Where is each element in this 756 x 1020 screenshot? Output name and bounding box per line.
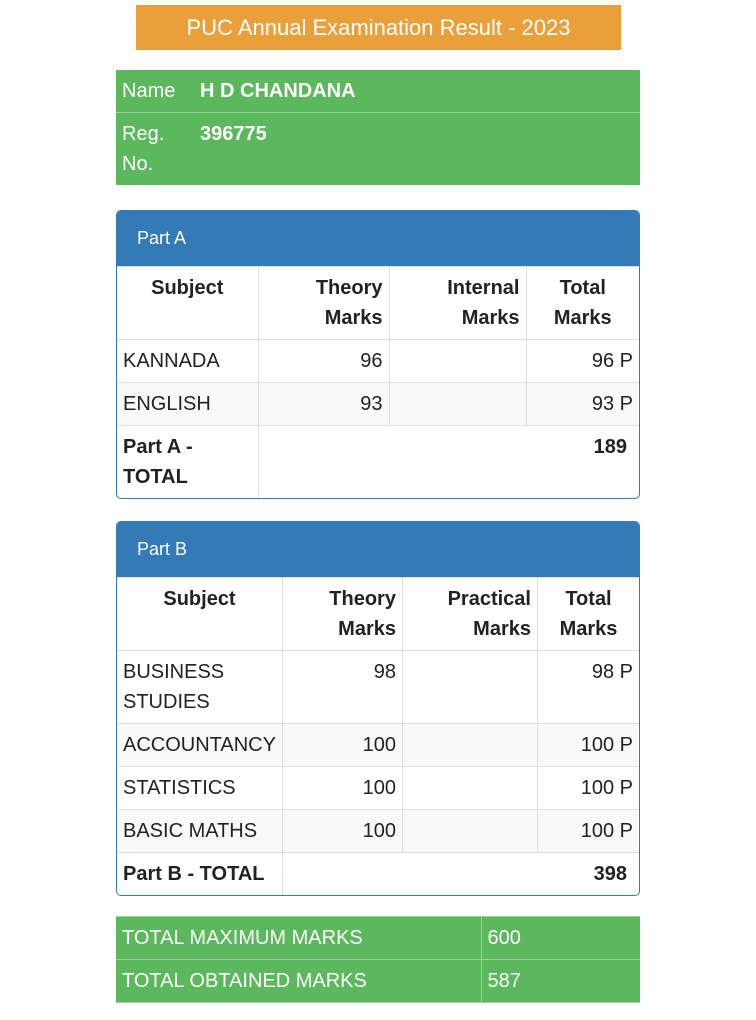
total-cell: 100 P <box>537 767 639 810</box>
total-cell: 100 P <box>537 724 639 767</box>
table-row <box>117 810 639 853</box>
part-a-header-row <box>117 267 639 340</box>
theory-cell: 100 <box>282 767 402 810</box>
part-b-table <box>117 577 639 895</box>
part-b-col-theory: Theory Marks <box>282 578 402 651</box>
theory-cell: 100 <box>282 810 402 853</box>
part-b-col-practical: Practical Marks <box>402 578 537 651</box>
total-max-label: TOTAL MAXIMUM MARKS <box>116 917 481 960</box>
theory-cell: 98 <box>282 651 402 724</box>
part-a-col-internal: Internal Marks <box>389 267 526 340</box>
part-a-total-value: 189 <box>258 426 639 499</box>
summary-table <box>116 916 640 1003</box>
table-row <box>117 724 639 767</box>
reg-label: Reg. No. <box>116 113 194 186</box>
part-b-total-row <box>117 853 639 896</box>
subject-cell: BASIC MATHS <box>117 810 282 853</box>
student-reg-row <box>116 113 640 186</box>
part-a-panel <box>116 210 640 499</box>
part-a-col-total: Total Marks <box>526 267 639 340</box>
student-info-table <box>116 70 640 185</box>
total-cell: 93 P <box>526 383 639 426</box>
table-row <box>117 383 639 426</box>
practical-cell <box>402 767 537 810</box>
part-a-col-subject: Subject <box>117 267 258 340</box>
total-obtained-row <box>116 960 640 1003</box>
part-a-col-theory: Theory Marks <box>258 267 389 340</box>
subject-cell: ACCOUNTANCY <box>117 724 282 767</box>
part-b-header-row <box>117 578 639 651</box>
total-cell: 98 P <box>537 651 639 724</box>
part-b-heading: Part B <box>117 522 639 577</box>
table-row <box>117 651 639 724</box>
reg-value: 396775 <box>194 113 640 186</box>
part-a-total-label: Part A - TOTAL <box>117 426 258 499</box>
practical-cell <box>402 651 537 724</box>
subject-cell: STATISTICS <box>117 767 282 810</box>
internal-cell <box>389 383 526 426</box>
name-label: Name <box>122 80 176 102</box>
subject-cell: BUSINESS STUDIES <box>117 651 282 724</box>
theory-cell: 96 <box>258 340 389 383</box>
total-obtained-value: 587 <box>481 960 640 1003</box>
table-row <box>117 767 639 810</box>
total-cell: 100 P <box>537 810 639 853</box>
part-b-total-label: Part B - TOTAL <box>117 853 282 896</box>
subject-cell: KANNADA <box>117 340 258 383</box>
subject-cell: ENGLISH <box>117 383 258 426</box>
internal-cell <box>389 340 526 383</box>
theory-cell: 100 <box>282 724 402 767</box>
practical-cell <box>402 724 537 767</box>
total-max-value: 600 <box>481 917 640 960</box>
total-max-row <box>116 917 640 960</box>
part-a-total-row <box>117 426 639 499</box>
part-b-panel <box>116 521 640 896</box>
part-b-total-value: 398 <box>282 853 639 896</box>
theory-cell: 93 <box>258 383 389 426</box>
total-cell: 96 P <box>526 340 639 383</box>
table-row <box>117 340 639 383</box>
part-a-heading: Part A <box>117 211 639 266</box>
student-name-row <box>116 70 640 113</box>
part-b-col-total: Total Marks <box>537 578 639 651</box>
total-obtained-label: TOTAL OBTAINED MARKS <box>116 960 481 1003</box>
page-title: PUC Annual Examination Result - 2023 <box>136 5 621 50</box>
practical-cell <box>402 810 537 853</box>
part-b-col-subject: Subject <box>117 578 282 651</box>
name-value: H D CHANDANA <box>200 80 356 102</box>
part-a-table <box>117 266 639 498</box>
